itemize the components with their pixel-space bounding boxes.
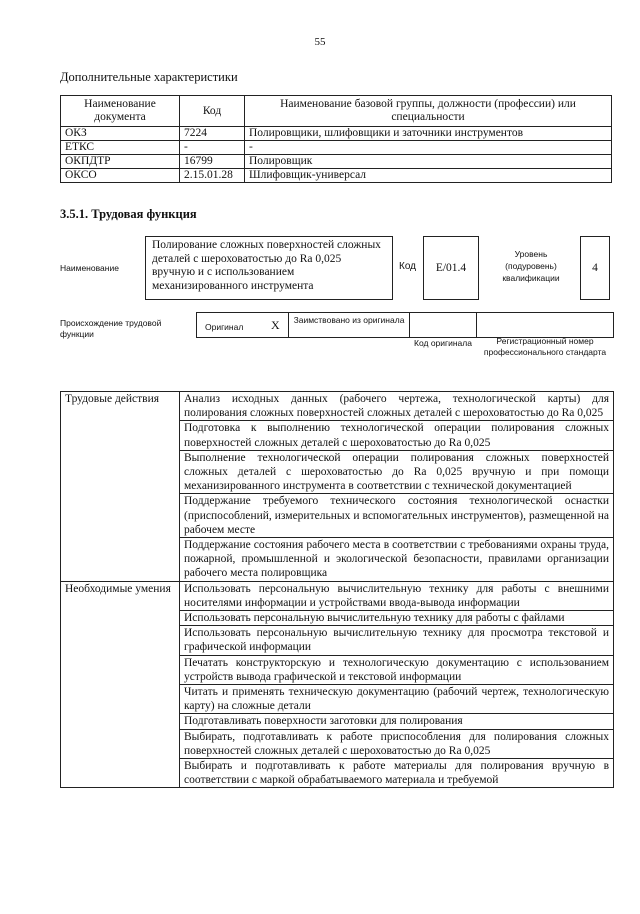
table-row (61, 392, 614, 421)
original-cell (196, 312, 289, 338)
function-code-box (423, 236, 479, 300)
group-cell: Полировщик (245, 155, 612, 169)
action-item: Выполнение технологической операции полирования сложных поверхностей сложных деталей с шероховатостью до Ra 0,025 вручную и при помощи механизированного инструмента в соответствии с технической документацией (180, 450, 614, 494)
group-cell: Шлифовщик-универсал (245, 169, 612, 183)
function-heading: 3.5.1. Трудовая функция (60, 207, 197, 221)
origin-label: Происхождение трудовой функции (60, 318, 162, 339)
reg-number-cell (476, 312, 614, 338)
skills-label: Необходимые умения (61, 581, 180, 788)
action-item: Анализ исходных данных (рабочего чертежа, технологической карты) для полирования сложных поверхностей сложных деталей с шероховатостью до Ra 0,025 (180, 392, 614, 421)
table-row (61, 581, 614, 610)
level-label: Уровень (подуровень) квалификации (502, 249, 560, 283)
table-row (61, 169, 612, 183)
action-item: Подготовка к выполнению технологической операции полирования сложных поверхностей сложных деталей с шероховатостью до Ra 0,025 (180, 421, 614, 450)
doc-cell: ЕТКС (61, 141, 180, 155)
skill-item: Использовать персональную вычислительную технику для просмотра текстовой и графической информации (180, 626, 614, 655)
code-cell: - (180, 141, 245, 155)
table-row (61, 155, 612, 169)
skill-item: Печатать конструкторскую и технологическую документацию с использованием устройств вывода графической и текстовой информации (180, 655, 614, 684)
code-cell: 16799 (180, 155, 245, 169)
table-row (61, 127, 612, 141)
header-code: Код (180, 96, 245, 127)
function-code-value: E/01.4 (435, 262, 467, 274)
actions-label: Трудовые действия (61, 392, 180, 582)
function-name-box: Полирование сложных поверхностей сложных деталей с шероховатостью до Ra 0,025 вручную и с использованием механизированного инструмента (145, 236, 393, 300)
header-group: Наименование базовой группы, должности (профессии) или специальности (245, 96, 612, 127)
doc-cell: ОКПДТР (61, 155, 180, 169)
code-cell: 2.15.01.28 (180, 169, 245, 183)
action-item: Поддержание состояния рабочего места в соответствии с требованиями охраны труда, пожарной, промышленной и экологической безопасности, правилами организации рабочего места полировщика (180, 538, 614, 582)
skill-item: Читать и применять техническую документацию (рабочий чертеж, технологическую карту) на сложные детали (180, 685, 614, 714)
page-number: 55 (314, 36, 326, 48)
doc-cell: ОКЗ (61, 127, 180, 141)
code-original-cell (409, 312, 477, 338)
table-row (61, 141, 612, 155)
level-box (580, 236, 610, 300)
details-table (60, 391, 614, 788)
skill-item: Подготавливать поверхности заготовки для полирования (180, 714, 614, 729)
header-document: Наименование документа (61, 96, 180, 127)
additional-characteristics-title: Дополнительные характеристики (60, 70, 238, 84)
characteristics-table (60, 95, 612, 183)
group-cell: Полировщики, шлифовщики и заточники инструментов (245, 127, 612, 141)
name-label: Наименование (60, 263, 119, 273)
borrowed-cell (288, 312, 410, 338)
original-label: Оригинал (205, 322, 244, 332)
borrowed-label: Заимствовано из оригинала (293, 315, 405, 325)
action-item: Поддержание требуемого технического состояния технологической оснастки (приспособлений, измерительных и вспомогательных инструментов), размещенной на рабочем месте (180, 494, 614, 538)
original-mark: X (271, 318, 280, 332)
skill-item: Выбирать, подготавливать к работе приспособления для полирования сложных поверхностей сложных деталей с шероховатостью до Ra 0,025 (180, 729, 614, 758)
skill-item: Использовать персональную вычислительную технику для работы с файлами (180, 611, 614, 626)
level-value: 4 (592, 262, 598, 274)
characteristics-header-row (61, 96, 612, 127)
code-label: Код (399, 261, 417, 272)
skill-item: Выбирать и подготавливать к работе материалы для полирования вручную в соответствии с маркой обрабатываемого материала и требуемой (180, 759, 614, 788)
doc-cell: ОКСО (61, 169, 180, 183)
code-cell: 7224 (180, 127, 245, 141)
code-original-label: Код оригинала (414, 338, 472, 348)
group-cell: - (245, 141, 612, 155)
skill-item: Использовать персональную вычислительную технику для работы с внешними носителями информации и устройствами ввода-вывода информации (180, 581, 614, 610)
reg-number-label: Регистрационный номер профессионального стандарта (483, 336, 607, 357)
